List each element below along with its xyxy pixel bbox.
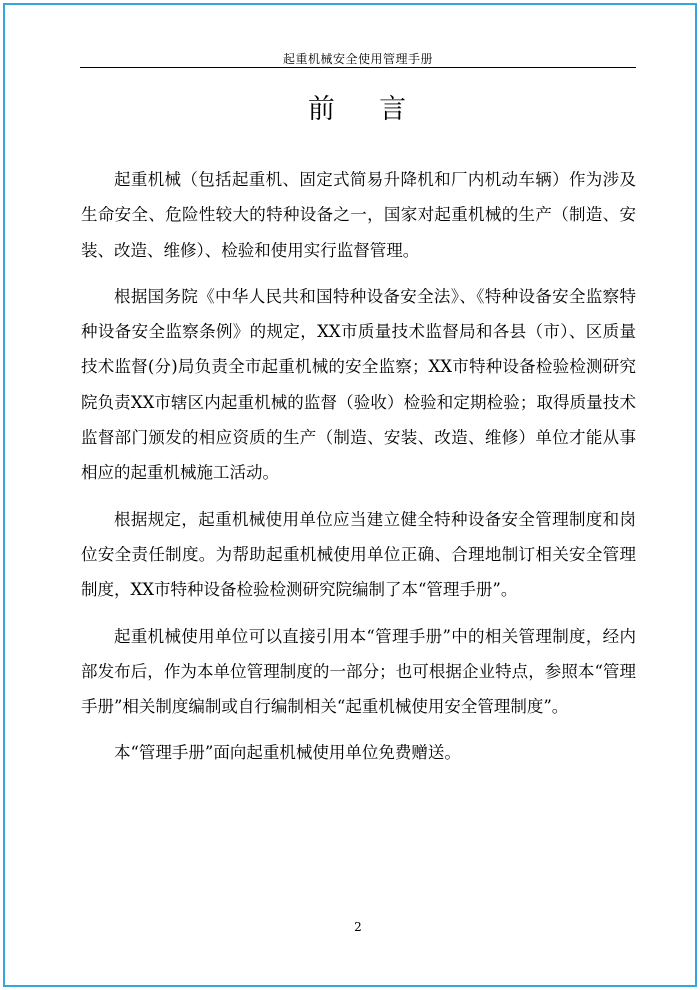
page-title: 前 言 [307, 94, 409, 125]
body-text [81, 162, 636, 782]
paragraph-1: 起重机械（包括起重机、固定式简易升降机和厂内机动车辆）作为涉及生命安全、危险性较大的特种设备之一，国家对起重机械的生产（制造、安装、改造、维修）、检验和使用实行监督管理。 [81, 170, 636, 260]
paragraph-5: 本“管理手册”面向起重机械使用单位免费赠送。 [114, 743, 461, 763]
paragraph-4: 起重机械使用单位可以直接引用本“管理手册”中的相关管理制度，经内部发布后，作为本单位管理制度的一部分；也可根据企业特点，参照本“管理手册”相关制度编制或自行编制相关“起重机械使用安全管理制度”。 [81, 626, 636, 717]
page-number: 2 [354, 920, 362, 934]
paragraph-3: 根据规定，起重机械使用单位应当建立健全特种设备安全管理制度和岗位安全责任制度。为帮助起重机械使用单位正确、合理地制订相关安全管理制度，XX市特种设备检验检测研究院编制了本“管理手册”。 [81, 509, 636, 600]
header-rule [80, 67, 636, 68]
paragraph-2: 根据国务院《中华人民共和国特种设备安全法》、《特种设备安全监察特种设备安全监察条例》的规定，XX市质量技术监督局和各县（市）、区质量技术监督(分)局负责全市起重机械的安全监察；XX市特种设备检验检测研究院负责XX市辖区内起重机械的监督（验收）检验和定期检验；取得质量技术监督部门颁发的相应资质的生产（制造、安装、改造、维修）单位才能从事相应的起重机械施工活动。 [81, 286, 636, 483]
running-header: 起重机械安全使用管理手册 [282, 52, 433, 66]
